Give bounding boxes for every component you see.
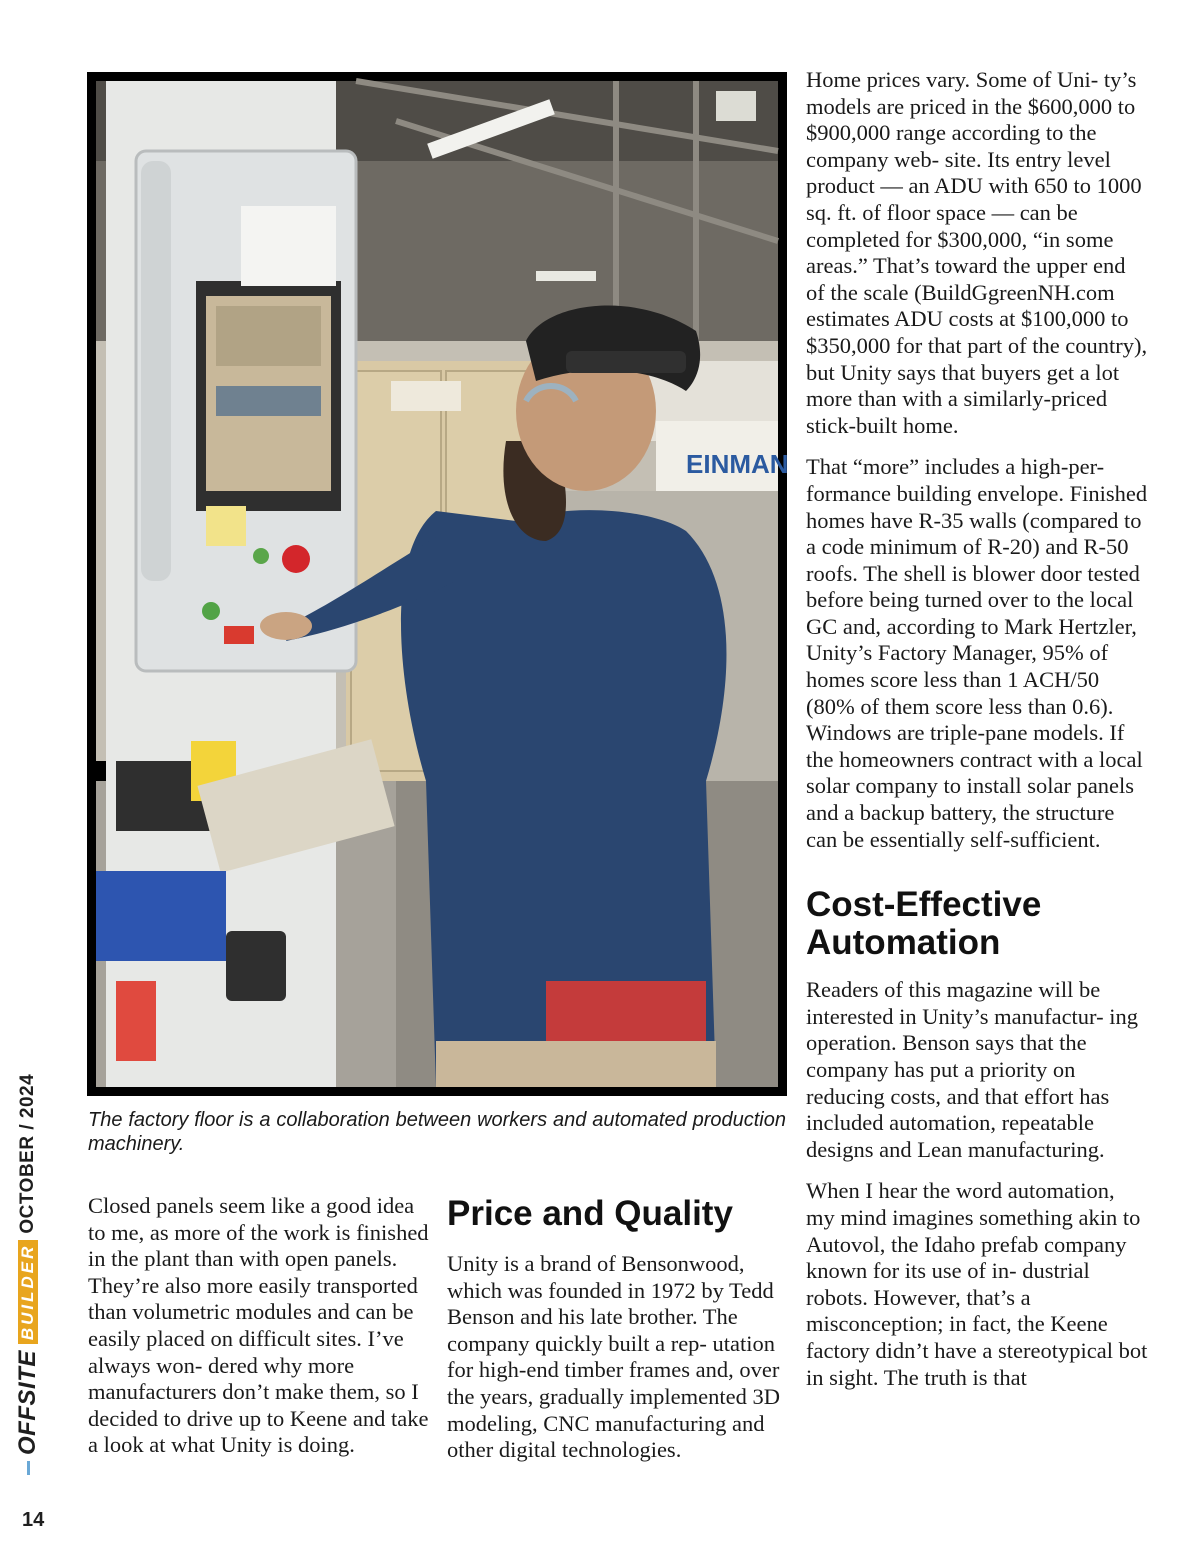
machine-brand-text: EINMAN xyxy=(686,449,789,479)
factory-worker-photo xyxy=(96,81,789,1087)
issue-date: OCTOBER / 2024 xyxy=(17,1073,38,1234)
body-paragraph: Home prices vary. Some of Uni- ty’s models are priced in the $600,000 to $900,000 range according to the company web- site. Its entry level product — an ADU with 650 to 1000 sq. ft. of floor space — can be completed for $300,000, “in some areas.” That’s toward the upper end of the scale (BuildGgreenNH.com estimates ADU costs at $100,000 to $350,000 for that part of the country), but Unity says that buyers get a lot more than with a similarly-priced stick-built home. xyxy=(806,67,1148,438)
magazine-sidebar-label xyxy=(14,1074,42,1475)
body-paragraph: Readers of this magazine will be interested in Unity’s manufactur- ing operation. Benson says that the company has put a priority on reducing costs, and that effort has included automation, repeatable designs and Lean manufacturing. xyxy=(806,977,1138,1162)
page-number: 14 xyxy=(22,1509,45,1531)
left-column xyxy=(88,1193,433,1459)
right-column xyxy=(806,67,1148,1406)
article-photo xyxy=(87,72,787,1096)
brand-builder: BUILDER xyxy=(18,1240,38,1345)
section-heading-cost-effective-automation: Cost-Effective Automation xyxy=(806,885,1042,963)
middle-column xyxy=(447,1193,792,1464)
section-heading-price-and-quality: Price and Quality xyxy=(447,1194,733,1233)
accent-bar xyxy=(27,1461,30,1475)
body-paragraph: When I hear the word automation, my mind imagines something akin to Autovol, the Idaho prefab company known for its use of in- dustrial robots. However, that’s a misconception; in fact, the Keene factory didn’t have a stereotypical bot in sight. The truth is that xyxy=(806,1178,1148,1390)
body-paragraph: Unity is a brand of Bensonwood, which was founded in 1972 by Tedd Benson and his late brother. The company quickly built a rep- utation for high-end timber frames and, over the years, gradually implemented 3D modeling, CNC manufacturing and other digital technologies. xyxy=(447,1251,781,1463)
photo-caption: The factory floor is a collaboration between workers and automated production machinery. xyxy=(88,1109,786,1155)
brand-offsite: OFFSITE xyxy=(14,1350,41,1455)
body-paragraph: That “more” includes a high-per- formance building envelope. Finished homes have R-35 walls (compared to a code minimum of R-20) and R-50 roofs. The shell is blower door tested before being turned over to the local GC and, according to Mark Hertzler, Unity’s Factory Manager, 95% of homes score less than 1 ACH/50 (80% of them score less than 0.6). Windows are triple-pane models. If the homeowners contract with a local solar company to install solar panels and a backup battery, the structure can be essentially self-sufficient. xyxy=(806,454,1148,852)
body-paragraph: Closed panels seem like a good idea to me, as more of the work is finished in the plant than with open panels. They’re also more easily transported than volumetric modules and can be easily placed on difficult sites. I’ve always won- dered why more manufacturers don’t make them, so I decided to drive up to Keene and take a look at what Unity is doing. xyxy=(88,1193,429,1458)
